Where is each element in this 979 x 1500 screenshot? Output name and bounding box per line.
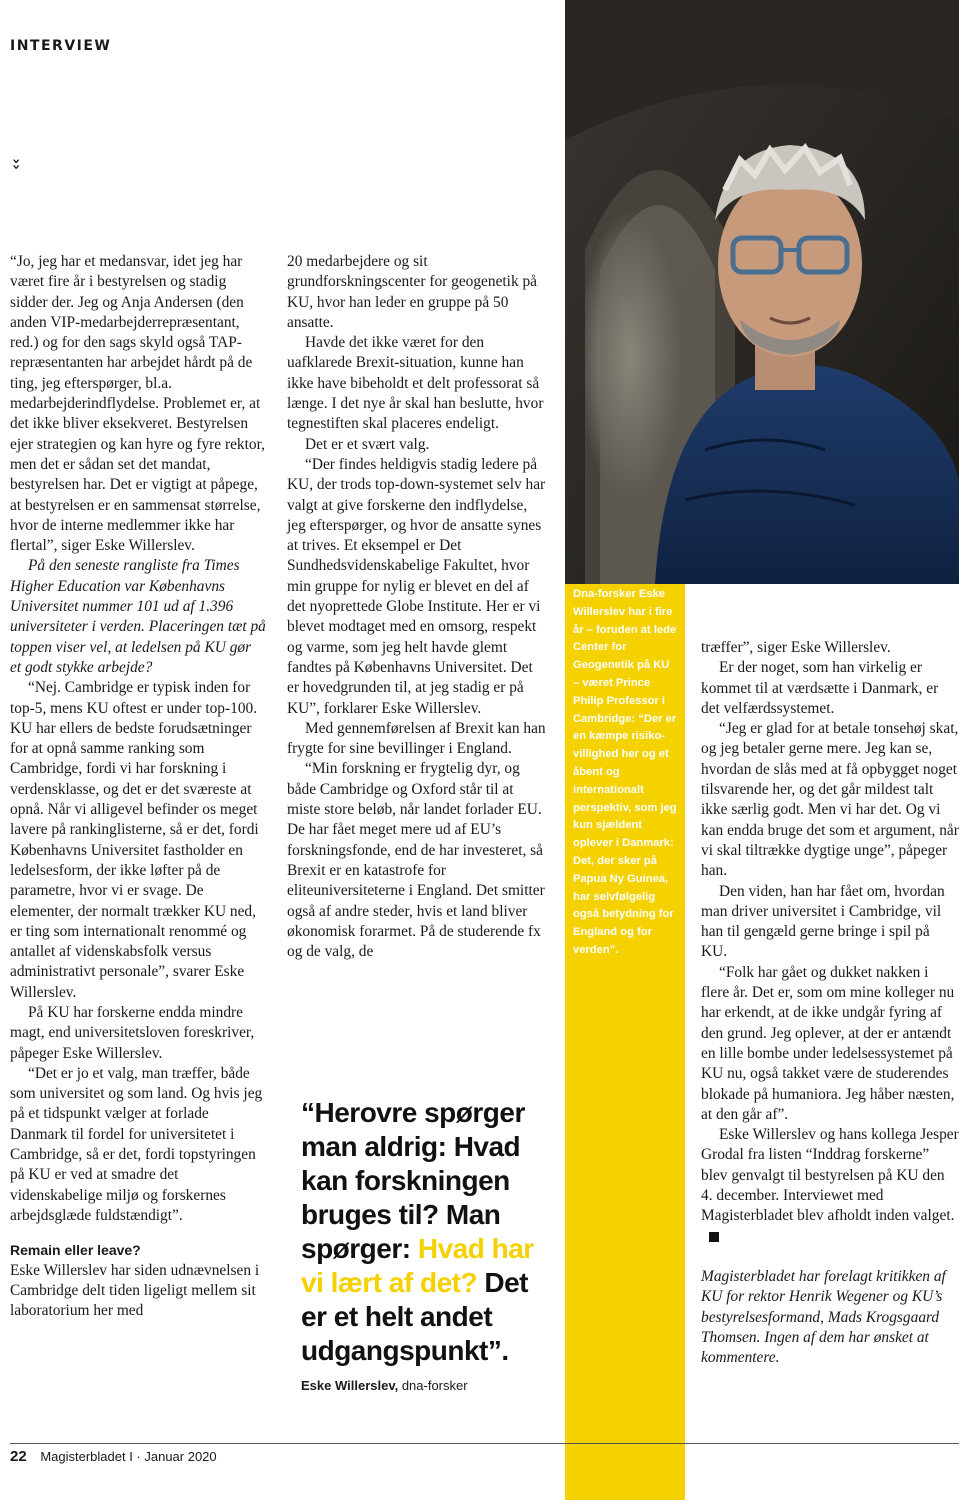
section-label: INTERVIEW [10, 38, 112, 54]
pull-quote-author [301, 1378, 468, 1393]
page-footer [10, 1448, 217, 1465]
publication-name: Magisterbladet I · Januar 2020 [40, 1449, 217, 1464]
paragraph: “Der findes heldigvis stadig ledere på KU, der trods top-down-systemet selv har valgt at give forskerne den indflydelse, jeg efterspørger, og hvor de ansatte synes at trives. Et eksempel er Det Sundhedsvidenskabelige Fakultet, hvor min gruppe for nylig er blevet en del af det nyoprettede Globe Institute. Her er vi blevet modtaget med en omsorg, respekt og varme, som jeg helt havde glemt fandtes på Københavns Universitet. Det er hovedgrunden til, at jeg stadig er på KU”, forklarer Eske Willerslev. [287, 455, 546, 717]
pull-quote [301, 1096, 541, 1368]
paragraph: På KU har forskerne endda mindre magt, end universitetsloven foreskriver, påpeger Eske Willerslev. [10, 1003, 255, 1062]
double-chevron-icon: ›› [7, 158, 24, 170]
paragraph: “Min forskning er frygtelig dyr, og både Cambridge og Oxford står til at miste store beløb, når landet forlader EU. De har fået meget mere ud af EU’s forskningsfonde, end de har investeret, så Brexit er en katastrofe for eliteuniversiteterne i England. Det smitter også af andre steder, hvis et land bliver økonomisk forarmet. På de studerende fx og de valg, de [287, 760, 545, 961]
photo-caption: Dna-forsker Eske Willerslev har i fire år – foruden at lede Center for Geogenetik på KU – været Prince Philip Professor i Cambridge: “Der er en kæmpe risikovillighed her og et åbent og internationalt perspektiv, som jeg kun sjældent oplever i Danmark: Det, der sker på Papua Ny Guinea, har selvfølgelig også betydning for England og for verden”. [573, 588, 677, 956]
author-role: dna-forsker [398, 1378, 468, 1393]
editorial-note: Magisterbladet har forelagt kritikken af KU for rektor Henrik Wegener og KU’s bestyrelsesformand, Mads Krogsgaard Thomsen. Ingen af dem har ønsket at kommentere. [701, 1267, 946, 1367]
end-mark-icon [709, 1232, 719, 1242]
page-number: 22 [10, 1448, 27, 1465]
author-name: Eske Willerslev, [301, 1378, 399, 1393]
footer-divider [10, 1443, 959, 1444]
portrait-illustration [565, 0, 959, 584]
paragraph: træffer”, siger Eske Willerslev. [701, 639, 891, 656]
paragraph: “Jo, jeg har et medansvar, idet jeg har været fire år i bestyrelsen og stadig sidder der. Jeg og Anja Andersen (den anden VIP-medarbejderrepræsentant, red.) og for den sags skyld også TAP-repræsentanten har arbejdet hårdt på de ting, jeg efterspørger, bl.a. medarbejderindflydelse. Problemet er, at det ikke bliver eksekveret. Bestyrelsen ejer strategien og kan hyre og fyre rektor, men det er sådan set det mandat, bestyrelsen har. Det er vigtigt at påpege, at bestyrelsen er en sammensat størrelse, hvor de interne medlemmer ikke har flertal”, siger Eske Willerslev. [10, 253, 265, 555]
paragraph [701, 1125, 959, 1247]
paragraph: Med gennemførelsen af Brexit kan han frygte for sine bevillinger i England. [287, 719, 546, 758]
paragraph-text: Eske Willerslev og hans kollega Jesper Grodal fra listen “Inddrag forskerne” blev genvalgt til bestyrelsen på KU den 4. december. Interviewet med Magisterbladet blev afholdt inden valget. [701, 1126, 959, 1225]
paragraph: “Nej. Cambridge er typisk inden for top-5, mens KU oftest er under top-100. KU har ellers de bedste forudsætninger for at opnå samme ranking som Cambridge, fordi vi har forskning i verdensklasse, og det er det sværeste at opnå. Når vi alligevel befinder os meget lavere på rankinglisterne, så er det, fordi Københavns Universitet fastholder en ledelsesform, der ikke løfter på de parametre, hvor vi er svage. De elementer, der normalt trækker KU ned, er ting som internationalt renommé og antallet af videnskabsfolk versus administrativt personale”, svarer Eske Willerslev. [10, 679, 259, 1001]
interview-question: På den seneste rangliste fra Times Higher Education var Københavns Universitet nummer 101 ud af 1.396 universiteter i verden. Placeringen tæt på toppen viser vel, at ledelsen på KU gør et godt stykke arbejde? [10, 557, 266, 676]
text-column-1 [10, 252, 266, 1321]
pull-quote-text: “Herovre spørger man aldrig: Hvad kan forskningen bruges til? Man spørger: [301, 1097, 525, 1264]
paragraph: 20 medarbejdere og sit grundforskningscenter for geogenetik på KU, hvor han leder en gruppe på 50 ansatte. [287, 253, 538, 331]
paragraph: Den viden, han har fået om, hvordan man driver universitet i Cambridge, vil han til gengæld gerne bringe i spil på KU. [701, 882, 945, 961]
paragraph: Det er et svært valg. [305, 435, 430, 453]
text-column-2 [287, 252, 547, 962]
pull-quote-text-end: Det er et helt andet udgangspunkt”. [301, 1267, 528, 1366]
paragraph: Havde det ikke været for den uafklarede Brexit-situation, kunne han ikke have bibeholdt et delt professorat så længe. I det nye år skal han beslutte, hvor tegnestiften skal placeres endeligt. [287, 334, 544, 433]
paragraph: “Folk har gået og dukket nakken i flere år. Det er, som om mine kolleger nu har erkendt, at de ikke undgår fyring af den grund. Jeg oplever, at der er antændt en lille bombe under ledelsessystemet på KU nu, også takket være de studerendes blokade på humaniora. Jeg håber næsten, at den går af”. [701, 963, 955, 1123]
paragraph: Er der noget, som han virkelig er kommet til at værdsætte i Danmark, er det velfærdssystemet. [701, 659, 939, 717]
subheading: Remain eller leave? [10, 1242, 141, 1259]
text-column-3 [701, 638, 959, 1368]
paragraph: “Jeg er glad for at betale tonsehøj skat, og jeg betaler gerne mere. Jeg kan se, hvordan de slås med at få opbygget noget tilsvarende her, og det går mildest talt ikke særlig godt. Men vi har det. Og vi kan endda bruge det som et argument, når vi skal tiltrække dygtige unge”, påpeger han. [701, 720, 959, 880]
pull-quote-highlight: Hvad har vi lært af det? [301, 1233, 534, 1298]
paragraph: Eske Willerslev har siden udnævnelsen i Cambridge delt tiden ligeligt mellem sit laboratorium her med [10, 1261, 260, 1320]
paragraph: “Det er jo et valg, man træffer, både som universitet og som land. Og hvis jeg på et tidspunkt vælger at forlade Danmark til fordel for universitetet i Cambridge, så er det, fordi topstyringen på KU er ved at smadre det videnskabelige miljø og forskernes arbejdsglæde fuldstændigt”. [10, 1064, 263, 1224]
portrait-photo [565, 0, 959, 584]
